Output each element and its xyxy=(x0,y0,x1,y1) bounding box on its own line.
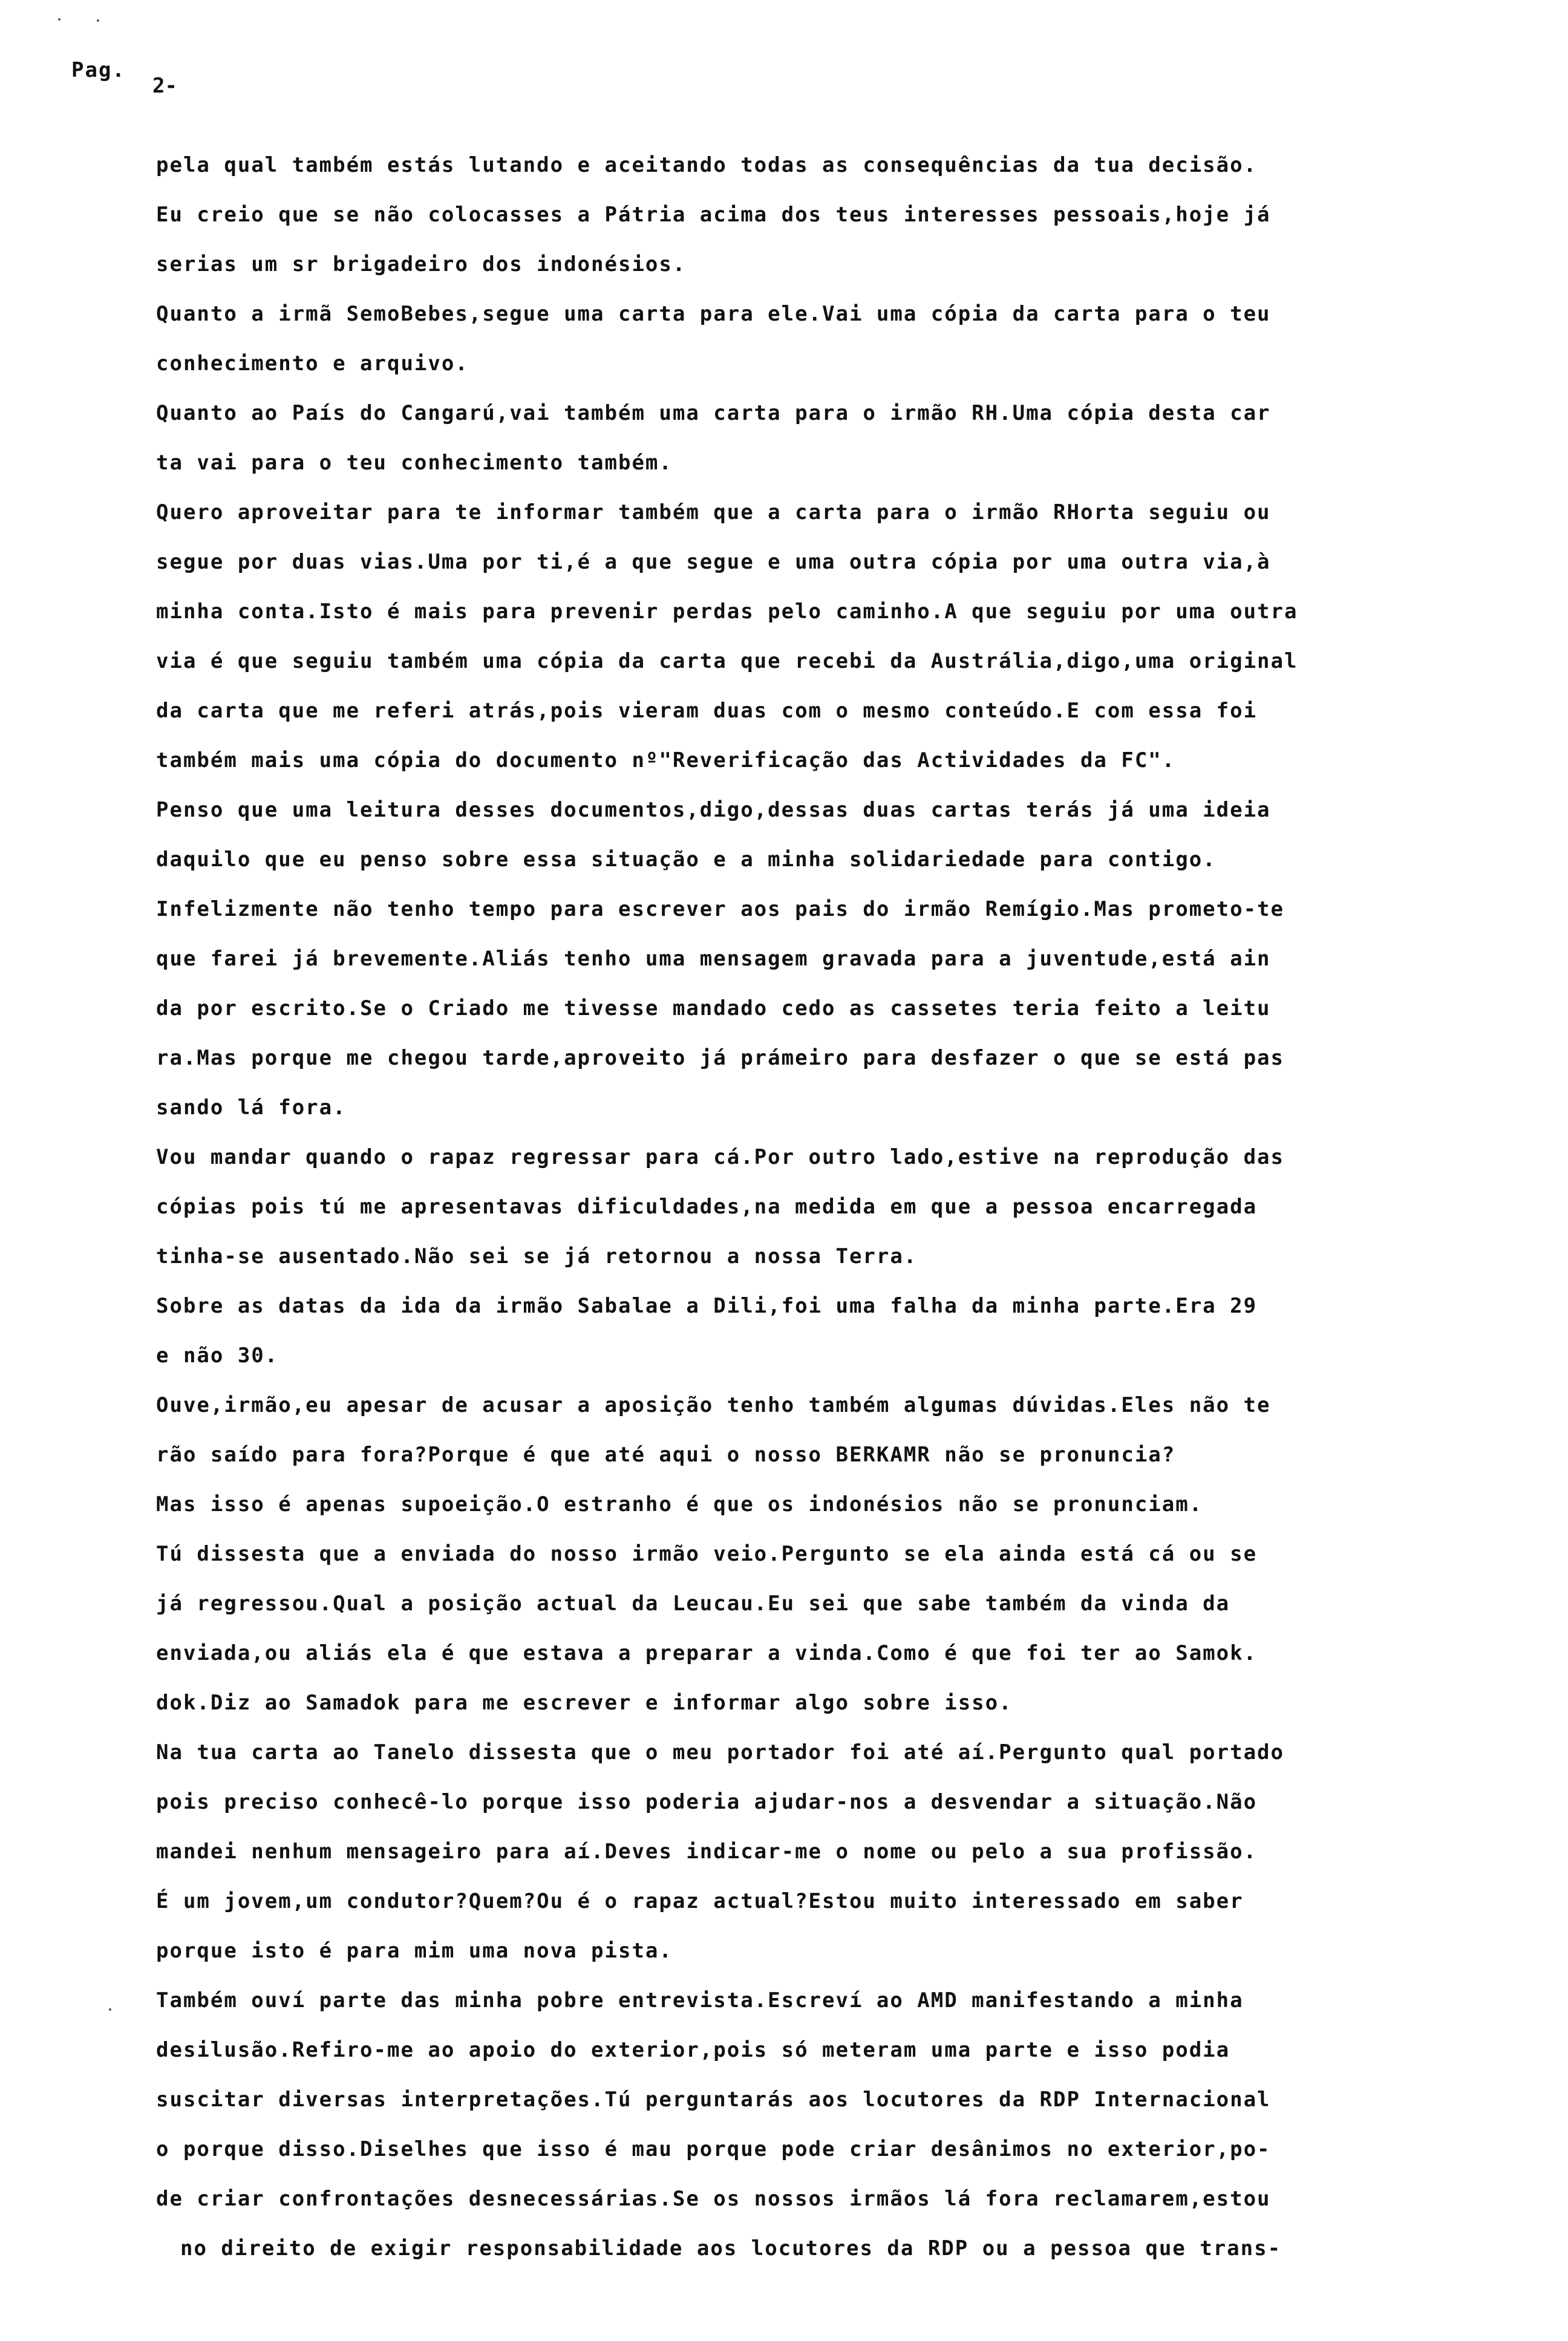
text-line: rão saído para fora?Porque é que até aqui o nosso BERKAMR não se pronuncia? xyxy=(156,1443,1176,1467)
text-line: Infelizmente não tenho tempo para escrever aos pais do irmão Remígio.Mas prometo-te xyxy=(156,897,1284,921)
text-line: Vou mandar quando o rapaz regressar para cá.Por outro lado,estive na reprodução das xyxy=(156,1145,1284,1169)
text-line: minha conta.Isto é mais para prevenir perdas pelo caminho.A que seguiu por uma outra xyxy=(156,599,1298,624)
text-line: Penso que uma leitura desses documentos,digo,dessas duas cartas terás já uma ideia xyxy=(156,798,1271,822)
text-line: tinha-se ausentado.Não sei se já retornou a nossa Terra. xyxy=(156,1244,918,1268)
text-line: daquilo que eu penso sobre essa situação e a minha solidariedade para contigo. xyxy=(156,847,1217,872)
text-line: cópias pois tú me apresentavas dificuldades,na medida em que a pessoa encarregada xyxy=(156,1195,1258,1219)
text-line: Quero aproveitar para te informar também que a carta para o irmão RHorta seguiu ou xyxy=(156,500,1271,524)
text-line: que farei já brevemente.Aliás tenho uma mensagem gravada para a juventude,está ain xyxy=(156,947,1271,971)
text-line: desilusão.Refiro-me ao apoio do exterior,pois só meteram uma parte e isso podia xyxy=(156,2038,1230,2062)
text-line: já regressou.Qual a posição actual da Leucau.Eu sei que sabe também da vinda da xyxy=(156,1592,1230,1616)
text-line: também mais uma cópia do documento nº"Reverificação das Actividades da FC". xyxy=(156,748,1176,772)
text-line: ra.Mas porque me chegou tarde,aproveito já prámeiro para desfazer o que se está pas xyxy=(156,1046,1284,1070)
scan-speck xyxy=(97,19,99,22)
text-line: Sobre as datas da ida da irmão Sabalae a Dili,foi uma falha da minha parte.Era 29 xyxy=(156,1294,1258,1318)
text-line: via é que seguiu também uma cópia da carta que recebi da Austrália,digo,uma original xyxy=(156,649,1298,673)
text-line: da por escrito.Se o Criado me tivesse mandado cedo as cassetes teria feito a leitu xyxy=(156,996,1271,1020)
text-line: serias um sr brigadeiro dos indonésios. xyxy=(156,252,687,276)
text-line: pela qual também estás lutando e aceitando todas as consequências da tua decisão. xyxy=(156,153,1258,177)
text-line: Quanto ao País do Cangarú,vai também uma carta para o irmão RH.Uma cópia desta car xyxy=(156,401,1271,425)
scan-speck xyxy=(109,2008,111,2011)
text-line: e não 30. xyxy=(156,1344,279,1368)
text-line: no direito de exigir responsabilidade aos locutores da RDP ou a pessoa que trans- xyxy=(180,2236,1282,2261)
letter-body xyxy=(156,140,1523,2273)
page-label: Pag. xyxy=(71,58,126,82)
text-line: É um jovem,um condutor?Quem?Ou é o rapaz actual?Estou muito interessado em saber xyxy=(156,1889,1244,1913)
text-line: conhecimento e arquivo. xyxy=(156,351,469,376)
text-line: de criar confrontações desnecessárias.Se os nossos irmãos lá fora reclamarem,estou xyxy=(156,2187,1271,2211)
text-line: Na tua carta ao Tanelo dissesta que o meu portador foi até aí.Pergunto qual portado xyxy=(156,1740,1284,1765)
text-line: da carta que me referi atrás,pois vieram duas com o mesmo conteúdo.E com essa foi xyxy=(156,699,1258,723)
text-line: Quanto a irmã SemoBebes,segue uma carta para ele.Vai uma cópia da carta para o teu xyxy=(156,302,1271,326)
text-line: pois preciso conhecê-lo porque isso poderia ajudar-nos a desvendar a situação.Não xyxy=(156,1790,1258,1814)
text-line: mandei nenhum mensageiro para aí.Deves indicar-me o nome ou pelo a sua profissão. xyxy=(156,1840,1258,1864)
text-line: ta vai para o teu conhecimento também. xyxy=(156,451,673,475)
text-line: Tú dissesta que a enviada do nosso irmão veio.Pergunto se ela ainda está cá ou se xyxy=(156,1542,1258,1566)
scan-speck xyxy=(58,18,60,21)
text-line: Eu creio que se não colocasses a Pátria acima dos teus interesses pessoais,hoje já xyxy=(156,203,1271,227)
text-line: o porque disso.Diselhes que isso é mau porque pode criar desânimos no exterior,po- xyxy=(156,2137,1271,2161)
page-number: 2- xyxy=(152,74,177,98)
text-line: porque isto é para mim uma nova pista. xyxy=(156,1939,673,1963)
text-line: enviada,ou aliás ela é que estava a preparar a vinda.Como é que foi ter ao Samok. xyxy=(156,1641,1258,1665)
text-line: Mas isso é apenas supoeição.O estranho é que os indonésios não se pronunciam. xyxy=(156,1492,1203,1517)
text-line: suscitar diversas interpretações.Tú perguntarás aos locutores da RDP Internacional xyxy=(156,2088,1271,2112)
text-line: Ouve,irmão,eu apesar de acusar a aposição tenho também algumas dúvidas.Eles não te xyxy=(156,1393,1271,1417)
text-line: dok.Diz ao Samadok para me escrever e informar algo sobre isso. xyxy=(156,1691,1013,1715)
text-line: sando lá fora. xyxy=(156,1095,347,1120)
text-line: Também ouví parte das minha pobre entrevista.Escreví ao AMD manifestando a minha xyxy=(156,1988,1244,2013)
text-line: segue por duas vias.Uma por ti,é a que segue e uma outra cópia por uma outra via,à xyxy=(156,550,1271,574)
